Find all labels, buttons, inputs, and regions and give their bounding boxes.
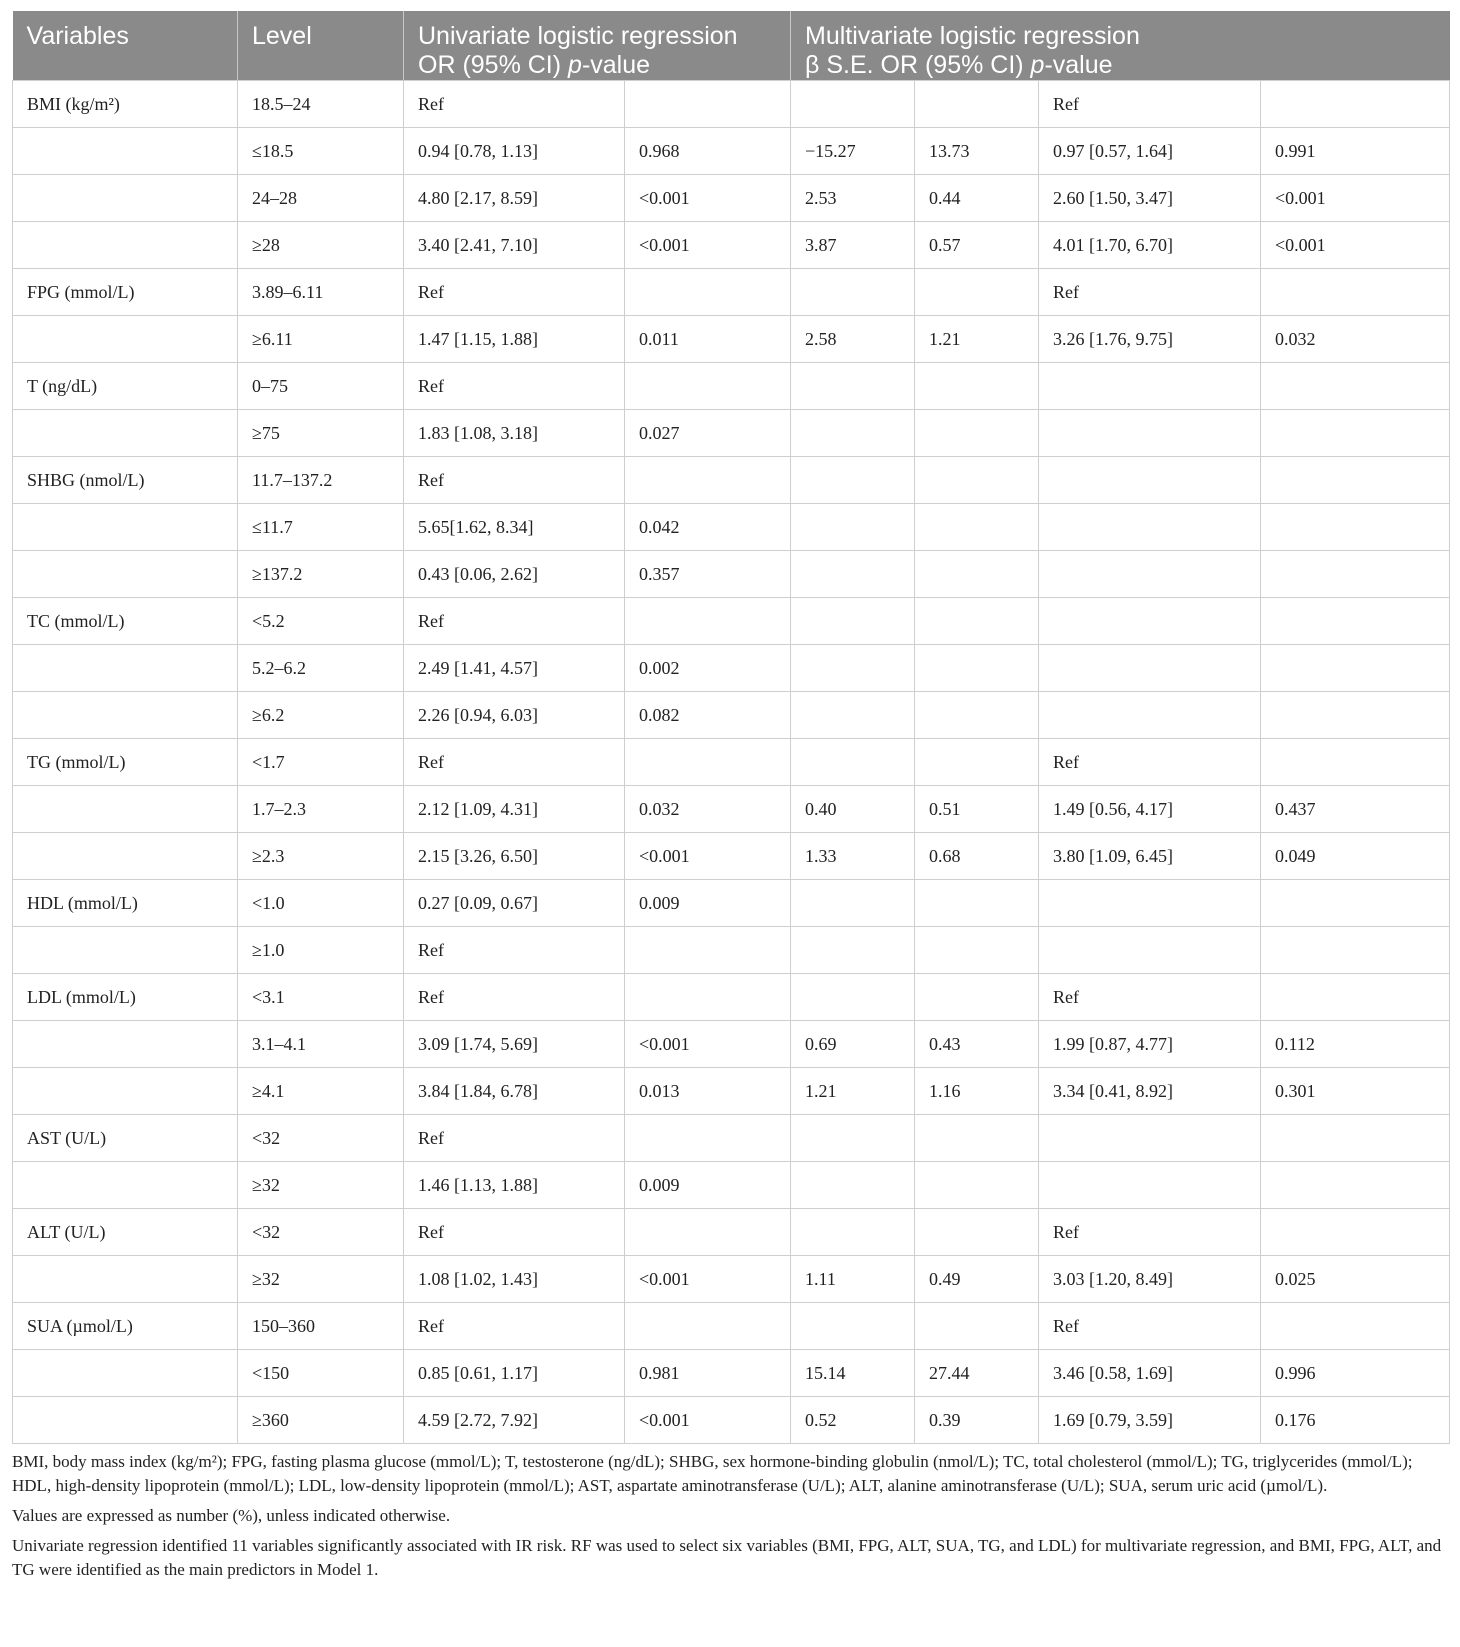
cell-variable	[13, 1256, 238, 1303]
cell-uni-or: 2.26 [0.94, 6.03]	[404, 692, 625, 739]
cell-level: ≥2.3	[238, 833, 404, 880]
cell-uni-or: 1.83 [1.08, 3.18]	[404, 410, 625, 457]
table-row	[13, 974, 1450, 1021]
cell-uni-or: 1.08 [1.02, 1.43]	[404, 1256, 625, 1303]
cell-multi-or: Ref	[1039, 974, 1261, 1021]
cell-uni-p: 0.009	[625, 1162, 791, 1209]
cell-uni-or: 1.46 [1.13, 1.88]	[404, 1162, 625, 1209]
cell-uni-p: <0.001	[625, 833, 791, 880]
cell-variable: SUA (µmol/L)	[13, 1303, 238, 1350]
cell-multi-p	[1261, 363, 1450, 410]
cell-variable	[13, 504, 238, 551]
table-row	[13, 927, 1450, 974]
table-row	[13, 81, 1450, 128]
cell-multi-or	[1039, 410, 1261, 457]
cell-uni-p	[625, 598, 791, 645]
cell-multi-or: Ref	[1039, 1303, 1261, 1350]
table-row	[13, 457, 1450, 504]
cell-uni-p	[625, 1209, 791, 1256]
cell-se: 1.16	[915, 1068, 1039, 1115]
cell-variable	[13, 222, 238, 269]
cell-variable: BMI (kg/m²)	[13, 81, 238, 128]
cell-beta	[791, 1162, 915, 1209]
cell-uni-or: Ref	[404, 1115, 625, 1162]
table-row	[13, 316, 1450, 363]
cell-level: 24–28	[238, 175, 404, 222]
cell-level: ≥32	[238, 1256, 404, 1303]
cell-variable	[13, 1162, 238, 1209]
cell-se: 27.44	[915, 1350, 1039, 1397]
table-row	[13, 1209, 1450, 1256]
cell-level: 3.89–6.11	[238, 269, 404, 316]
document	[12, 11, 1449, 1588]
cell-beta	[791, 692, 915, 739]
cell-uni-or: 3.84 [1.84, 6.78]	[404, 1068, 625, 1115]
cell-variable	[13, 645, 238, 692]
table-row	[13, 1397, 1450, 1444]
cell-uni-or: 5.65[1.62, 8.34]	[404, 504, 625, 551]
cell-level: ≥28	[238, 222, 404, 269]
cell-uni-p	[625, 1303, 791, 1350]
table-row	[13, 880, 1450, 927]
cell-beta	[791, 269, 915, 316]
cell-beta	[791, 1303, 915, 1350]
table-row	[13, 1256, 1450, 1303]
cell-multi-p	[1261, 1162, 1450, 1209]
cell-uni-or: 3.40 [2.41, 7.10]	[404, 222, 625, 269]
cell-uni-p	[625, 457, 791, 504]
cell-beta	[791, 1209, 915, 1256]
cell-se	[915, 598, 1039, 645]
cell-level: ≥4.1	[238, 1068, 404, 1115]
cell-variable: ALT (U/L)	[13, 1209, 238, 1256]
cell-level: 18.5–24	[238, 81, 404, 128]
table-row	[13, 410, 1450, 457]
cell-variable	[13, 551, 238, 598]
cell-multi-p	[1261, 504, 1450, 551]
cell-variable	[13, 786, 238, 833]
cell-variable: AST (U/L)	[13, 1115, 238, 1162]
cell-multi-p: 0.032	[1261, 316, 1450, 363]
cell-multi-or	[1039, 880, 1261, 927]
header-level: Level	[238, 11, 404, 81]
cell-uni-or: Ref	[404, 927, 625, 974]
cell-uni-or: Ref	[404, 974, 625, 1021]
cell-uni-p	[625, 1115, 791, 1162]
cell-beta: 0.40	[791, 786, 915, 833]
cell-level: ≤18.5	[238, 128, 404, 175]
cell-multi-p	[1261, 81, 1450, 128]
cell-se: 0.44	[915, 175, 1039, 222]
cell-multi-p	[1261, 1115, 1450, 1162]
cell-variable: TC (mmol/L)	[13, 598, 238, 645]
cell-uni-p: <0.001	[625, 1397, 791, 1444]
cell-se	[915, 645, 1039, 692]
cell-se	[915, 927, 1039, 974]
cell-beta: 0.69	[791, 1021, 915, 1068]
cell-multi-or: 1.99 [0.87, 4.77]	[1039, 1021, 1261, 1068]
cell-uni-p	[625, 927, 791, 974]
cell-multi-p	[1261, 1303, 1450, 1350]
table-row	[13, 739, 1450, 786]
cell-multi-or: Ref	[1039, 269, 1261, 316]
cell-multi-or	[1039, 598, 1261, 645]
footnote-abbreviations: BMI, body mass index (kg/m²); FPG, fasting plasma glucose (mmol/L); T, testosterone (ng/dL); SHBG, sex hormone-binding globulin (nmol/L); TC, total cholesterol (mmol/L); TG, triglycerides (mmol/L); HDL, high-density lipoprotein (mmol/L); LDL, low-density lipoprotein (mmol/L); AST, aspartate aminotransferase (U/L); ALT, alanine aminotransferase (U/L); SUA, serum uric acid (µmol/L).	[12, 1452, 1413, 1495]
cell-beta: 1.21	[791, 1068, 915, 1115]
cell-beta	[791, 974, 915, 1021]
cell-multi-or	[1039, 457, 1261, 504]
cell-multi-p: 0.996	[1261, 1350, 1450, 1397]
cell-variable: LDL (mmol/L)	[13, 974, 238, 1021]
cell-beta: 2.58	[791, 316, 915, 363]
cell-variable	[13, 692, 238, 739]
cell-level: 0–75	[238, 363, 404, 410]
cell-multi-or: 4.01 [1.70, 6.70]	[1039, 222, 1261, 269]
cell-level: ≥137.2	[238, 551, 404, 598]
cell-uni-p	[625, 269, 791, 316]
cell-beta	[791, 739, 915, 786]
cell-beta	[791, 880, 915, 927]
cell-multi-p	[1261, 410, 1450, 457]
cell-uni-p	[625, 739, 791, 786]
cell-se	[915, 363, 1039, 410]
cell-uni-p	[625, 81, 791, 128]
cell-level: <5.2	[238, 598, 404, 645]
cell-se	[915, 457, 1039, 504]
table-row	[13, 128, 1450, 175]
cell-uni-p	[625, 974, 791, 1021]
cell-beta: 0.52	[791, 1397, 915, 1444]
cell-beta	[791, 457, 915, 504]
cell-multi-p: 0.301	[1261, 1068, 1450, 1115]
cell-uni-p: 0.968	[625, 128, 791, 175]
cell-variable	[13, 927, 238, 974]
cell-se	[915, 1209, 1039, 1256]
table-row	[13, 645, 1450, 692]
cell-se: 0.68	[915, 833, 1039, 880]
cell-multi-p	[1261, 598, 1450, 645]
cell-uni-p: <0.001	[625, 1256, 791, 1303]
cell-uni-or: 0.43 [0.06, 2.62]	[404, 551, 625, 598]
cell-uni-p: 0.042	[625, 504, 791, 551]
footnote-summary: Univariate regression identified 11 variables significantly associated with IR risk. RF was used to select six variables (BMI, FPG, ALT, SUA, TG, and LDL) for multivariate regression, and BMI, FPG, ALT, and TG were identified as the main predictors in Model 1.	[12, 1536, 1442, 1579]
cell-multi-p	[1261, 739, 1450, 786]
cell-variable	[13, 175, 238, 222]
header-variables: Variables	[13, 11, 238, 81]
cell-level: <1.7	[238, 739, 404, 786]
cell-level: <32	[238, 1209, 404, 1256]
cell-uni-p	[625, 363, 791, 410]
cell-multi-p	[1261, 269, 1450, 316]
cell-multi-or: Ref	[1039, 1209, 1261, 1256]
cell-multi-p: 0.176	[1261, 1397, 1450, 1444]
cell-level: ≥360	[238, 1397, 404, 1444]
cell-multi-p: <0.001	[1261, 222, 1450, 269]
cell-level: 11.7–137.2	[238, 457, 404, 504]
cell-uni-p: <0.001	[625, 222, 791, 269]
cell-uni-p: 0.032	[625, 786, 791, 833]
cell-multi-or: 3.34 [0.41, 8.92]	[1039, 1068, 1261, 1115]
cell-variable: HDL (mmol/L)	[13, 880, 238, 927]
cell-level: 150–360	[238, 1303, 404, 1350]
cell-multi-p	[1261, 880, 1450, 927]
cell-multi-p: 0.049	[1261, 833, 1450, 880]
cell-uni-or: Ref	[404, 81, 625, 128]
cell-multi-p: 0.025	[1261, 1256, 1450, 1303]
table-row	[13, 1162, 1450, 1209]
cell-variable	[13, 1021, 238, 1068]
cell-uni-p: 0.011	[625, 316, 791, 363]
cell-uni-or: Ref	[404, 363, 625, 410]
cell-level: <150	[238, 1350, 404, 1397]
cell-uni-or: 0.27 [0.09, 0.67]	[404, 880, 625, 927]
cell-se	[915, 504, 1039, 551]
table-row	[13, 1068, 1450, 1115]
table-body	[13, 81, 1450, 1444]
cell-se	[915, 1115, 1039, 1162]
cell-se	[915, 269, 1039, 316]
cell-multi-or	[1039, 692, 1261, 739]
cell-uni-or: 0.85 [0.61, 1.17]	[404, 1350, 625, 1397]
cell-variable: SHBG (nmol/L)	[13, 457, 238, 504]
cell-uni-or: Ref	[404, 1209, 625, 1256]
cell-uni-p: 0.357	[625, 551, 791, 598]
footnote-values: Values are expressed as number (%), unless indicated otherwise.	[12, 1506, 451, 1525]
table-footnotes	[12, 1450, 1449, 1582]
cell-multi-or	[1039, 551, 1261, 598]
table-row	[13, 1303, 1450, 1350]
cell-multi-p: <0.001	[1261, 175, 1450, 222]
cell-beta	[791, 504, 915, 551]
cell-multi-or: Ref	[1039, 81, 1261, 128]
cell-uni-p: 0.009	[625, 880, 791, 927]
cell-multi-p	[1261, 551, 1450, 598]
cell-variable	[13, 410, 238, 457]
table-row	[13, 786, 1450, 833]
cell-uni-p: 0.082	[625, 692, 791, 739]
cell-level: <1.0	[238, 880, 404, 927]
cell-level: ≥6.2	[238, 692, 404, 739]
table-row	[13, 175, 1450, 222]
cell-multi-or: 2.60 [1.50, 3.47]	[1039, 175, 1261, 222]
cell-se: 0.57	[915, 222, 1039, 269]
cell-beta	[791, 927, 915, 974]
table-row	[13, 1115, 1450, 1162]
cell-se	[915, 81, 1039, 128]
cell-beta	[791, 363, 915, 410]
cell-beta: 2.53	[791, 175, 915, 222]
cell-se	[915, 1303, 1039, 1350]
cell-variable	[13, 1350, 238, 1397]
cell-uni-p: 0.013	[625, 1068, 791, 1115]
table-row	[13, 598, 1450, 645]
cell-uni-or: 3.09 [1.74, 5.69]	[404, 1021, 625, 1068]
cell-multi-or	[1039, 1162, 1261, 1209]
cell-uni-p: 0.981	[625, 1350, 791, 1397]
cell-multi-p: 0.437	[1261, 786, 1450, 833]
table-row	[13, 692, 1450, 739]
cell-beta: 15.14	[791, 1350, 915, 1397]
cell-beta	[791, 598, 915, 645]
cell-level: ≥32	[238, 1162, 404, 1209]
cell-variable: TG (mmol/L)	[13, 739, 238, 786]
cell-level: ≥1.0	[238, 927, 404, 974]
cell-variable	[13, 1068, 238, 1115]
cell-level: ≥6.11	[238, 316, 404, 363]
cell-multi-p	[1261, 457, 1450, 504]
cell-level: 1.7–2.3	[238, 786, 404, 833]
cell-multi-or	[1039, 504, 1261, 551]
cell-se	[915, 551, 1039, 598]
cell-se	[915, 1162, 1039, 1209]
cell-uni-or: Ref	[404, 598, 625, 645]
cell-beta: 1.33	[791, 833, 915, 880]
cell-multi-or: 3.46 [0.58, 1.69]	[1039, 1350, 1261, 1397]
cell-variable	[13, 128, 238, 175]
cell-uni-p: 0.002	[625, 645, 791, 692]
cell-beta	[791, 410, 915, 457]
cell-uni-or: 4.80 [2.17, 8.59]	[404, 175, 625, 222]
cell-multi-p	[1261, 645, 1450, 692]
header-univariate: Univariate logistic regression OR (95% CI) p-value	[404, 11, 791, 81]
cell-se: 1.21	[915, 316, 1039, 363]
cell-level: ≥75	[238, 410, 404, 457]
cell-multi-or: 1.49 [0.56, 4.17]	[1039, 786, 1261, 833]
cell-se: 0.39	[915, 1397, 1039, 1444]
table-row	[13, 363, 1450, 410]
cell-level: 3.1–4.1	[238, 1021, 404, 1068]
cell-uni-p: <0.001	[625, 175, 791, 222]
cell-uni-or: Ref	[404, 457, 625, 504]
cell-multi-p: 0.991	[1261, 128, 1450, 175]
table-row	[13, 504, 1450, 551]
cell-level: <3.1	[238, 974, 404, 1021]
cell-beta	[791, 645, 915, 692]
cell-level: 5.2–6.2	[238, 645, 404, 692]
cell-multi-or	[1039, 645, 1261, 692]
cell-se	[915, 692, 1039, 739]
regression-table	[12, 11, 1450, 1444]
cell-uni-or: 1.47 [1.15, 1.88]	[404, 316, 625, 363]
table-row	[13, 269, 1450, 316]
cell-variable: T (ng/dL)	[13, 363, 238, 410]
cell-multi-p	[1261, 927, 1450, 974]
cell-se	[915, 974, 1039, 1021]
cell-variable: FPG (mmol/L)	[13, 269, 238, 316]
cell-multi-or	[1039, 1115, 1261, 1162]
cell-multi-or: Ref	[1039, 739, 1261, 786]
cell-multi-p: 0.112	[1261, 1021, 1450, 1068]
cell-se	[915, 880, 1039, 927]
cell-beta: 3.87	[791, 222, 915, 269]
cell-se: 0.49	[915, 1256, 1039, 1303]
cell-beta: 1.11	[791, 1256, 915, 1303]
cell-multi-or	[1039, 363, 1261, 410]
cell-uni-or: Ref	[404, 269, 625, 316]
cell-multi-p	[1261, 692, 1450, 739]
cell-level: ≤11.7	[238, 504, 404, 551]
cell-se: 13.73	[915, 128, 1039, 175]
cell-variable	[13, 1397, 238, 1444]
table-row	[13, 1021, 1450, 1068]
cell-se	[915, 739, 1039, 786]
cell-multi-or: 3.26 [1.76, 9.75]	[1039, 316, 1261, 363]
cell-multi-or: 3.03 [1.20, 8.49]	[1039, 1256, 1261, 1303]
cell-uni-or: 2.49 [1.41, 4.57]	[404, 645, 625, 692]
cell-uni-or: 2.15 [3.26, 6.50]	[404, 833, 625, 880]
cell-multi-or: 1.69 [0.79, 3.59]	[1039, 1397, 1261, 1444]
cell-variable	[13, 833, 238, 880]
cell-uni-or: 2.12 [1.09, 4.31]	[404, 786, 625, 833]
cell-beta	[791, 1115, 915, 1162]
cell-level: <32	[238, 1115, 404, 1162]
cell-multi-or	[1039, 927, 1261, 974]
cell-se: 0.43	[915, 1021, 1039, 1068]
header-multivariate: Multivariate logistic regression β S.E. OR (95% CI) p-value	[791, 11, 1450, 81]
cell-uni-or: Ref	[404, 739, 625, 786]
cell-beta	[791, 81, 915, 128]
cell-se: 0.51	[915, 786, 1039, 833]
cell-uni-or: 0.94 [0.78, 1.13]	[404, 128, 625, 175]
cell-multi-p	[1261, 1209, 1450, 1256]
cell-multi-or: 3.80 [1.09, 6.45]	[1039, 833, 1261, 880]
cell-multi-or: 0.97 [0.57, 1.64]	[1039, 128, 1261, 175]
table-row	[13, 551, 1450, 598]
cell-beta: −15.27	[791, 128, 915, 175]
table-row	[13, 833, 1450, 880]
cell-uni-or: Ref	[404, 1303, 625, 1350]
cell-se	[915, 410, 1039, 457]
table-row	[13, 222, 1450, 269]
table-header-row	[13, 11, 1450, 81]
table-row	[13, 1350, 1450, 1397]
cell-uni-or: 4.59 [2.72, 7.92]	[404, 1397, 625, 1444]
cell-uni-p: 0.027	[625, 410, 791, 457]
cell-beta	[791, 551, 915, 598]
cell-uni-p: <0.001	[625, 1021, 791, 1068]
cell-multi-p	[1261, 974, 1450, 1021]
cell-variable	[13, 316, 238, 363]
